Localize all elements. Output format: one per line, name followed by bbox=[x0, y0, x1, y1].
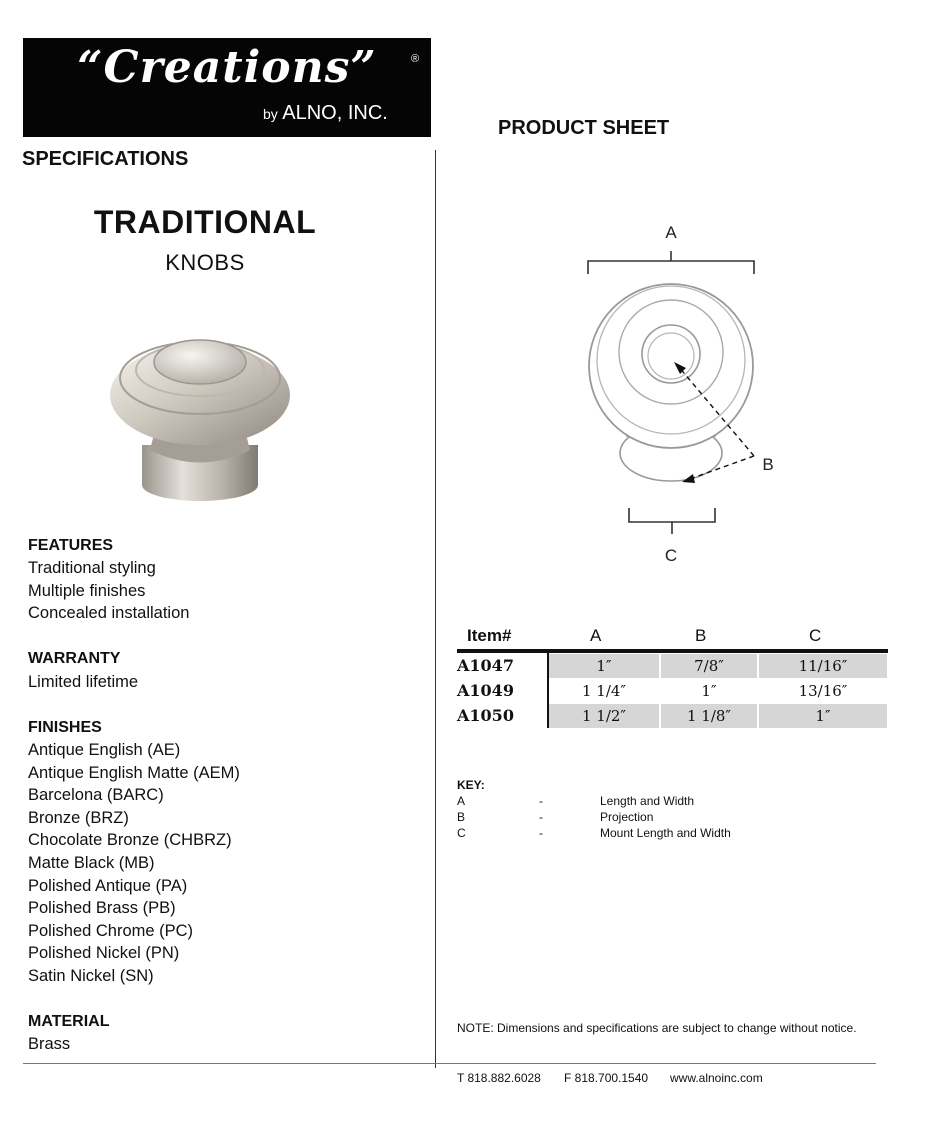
col-header-a: A bbox=[590, 626, 602, 645]
cell-a: 1 1/2″ bbox=[549, 704, 659, 728]
cell-a: 1″ bbox=[549, 654, 659, 678]
dimension-diagram bbox=[570, 218, 790, 568]
list-item: Polished Nickel (PN) bbox=[28, 944, 180, 963]
logo-by-text: by bbox=[263, 106, 278, 122]
list-item: Matte Black (MB) bbox=[28, 853, 155, 872]
list-item: Limited lifetime bbox=[28, 673, 139, 691]
finishes-heading: FINISHES bbox=[28, 719, 102, 736]
cell-b: 1 1/8″ bbox=[661, 704, 757, 728]
cell-item: A1047 bbox=[457, 656, 514, 675]
diagram-label-b: B bbox=[762, 455, 774, 474]
list-item: Brass bbox=[28, 1035, 71, 1053]
key-desc: Projection bbox=[600, 810, 654, 824]
brand-logo bbox=[23, 38, 431, 137]
cell-c: 13/16″ bbox=[798, 682, 848, 700]
key-code: C bbox=[457, 826, 466, 840]
logo-registered-mark: ® bbox=[411, 53, 420, 65]
table-header-row bbox=[457, 624, 889, 649]
warranty-list bbox=[28, 671, 138, 694]
finishes-list bbox=[28, 739, 240, 988]
col-header-c: C bbox=[809, 626, 822, 645]
key-code: A bbox=[457, 794, 466, 808]
features-list bbox=[28, 557, 189, 625]
key-row bbox=[457, 826, 857, 842]
list-item: Antique English Matte (AEM) bbox=[28, 763, 240, 782]
table-row bbox=[457, 654, 889, 678]
cell-b: 1″ bbox=[701, 682, 717, 700]
list-item: Polished Chrome (PC) bbox=[28, 921, 194, 940]
logo-company bbox=[263, 102, 388, 125]
list-item: Antique English (AE) bbox=[28, 741, 181, 759]
logo-wordmark: “Creations” bbox=[77, 42, 377, 93]
specifications-heading: SPECIFICATIONS bbox=[22, 148, 189, 170]
list-item: Satin Nickel (SN) bbox=[28, 966, 154, 985]
knob-photo bbox=[100, 310, 300, 510]
key-row bbox=[457, 810, 857, 826]
key-dash: - bbox=[539, 826, 543, 840]
logo-company-name: ALNO, INC. bbox=[282, 102, 388, 124]
features-heading: FEATURES bbox=[28, 537, 114, 554]
list-item: Multiple finishes bbox=[28, 581, 146, 600]
table-row bbox=[457, 704, 889, 728]
col-header-b: B bbox=[695, 626, 707, 645]
cell-c: 1″ bbox=[759, 704, 887, 728]
dimension-bracket-c bbox=[629, 508, 715, 534]
product-sheet-heading: PRODUCT SHEET bbox=[498, 117, 670, 139]
table-header-rule bbox=[457, 649, 888, 653]
disclaimer-note: NOTE: Dimensions and specifications are subject to change without notice. bbox=[457, 1021, 857, 1035]
list-item: Chocolate Bronze (CHBRZ) bbox=[28, 831, 232, 850]
list-item: Traditional styling bbox=[28, 559, 156, 577]
key-dash: - bbox=[539, 810, 543, 824]
list-item: Barcelona (BARC) bbox=[28, 786, 164, 805]
list-item: Polished Brass (PB) bbox=[28, 899, 176, 918]
list-item: Polished Antique (PA) bbox=[28, 876, 188, 895]
diagram-label-c: C bbox=[664, 546, 678, 565]
knob-outer-outline bbox=[589, 284, 753, 448]
material-heading: MATERIAL bbox=[28, 1013, 110, 1030]
cell-item: A1049 bbox=[457, 681, 514, 700]
phone-number: T 818.882.6028 bbox=[457, 1071, 541, 1085]
footer-divider bbox=[23, 1063, 876, 1064]
list-item: Concealed installation bbox=[28, 604, 190, 623]
website-link[interactable]: www.alnoinc.com bbox=[670, 1071, 763, 1085]
key-code: B bbox=[457, 810, 466, 824]
cell-c: 11/16″ bbox=[759, 654, 887, 678]
warranty-heading: WARRANTY bbox=[28, 650, 121, 667]
key-heading: KEY: bbox=[457, 778, 485, 792]
diagram-label-a: A bbox=[665, 223, 677, 242]
product-title: TRADITIONAL bbox=[93, 204, 317, 240]
col-header-item: Item# bbox=[467, 626, 512, 645]
table-row bbox=[457, 679, 889, 703]
key-desc: Mount Length and Width bbox=[600, 826, 731, 840]
material-list bbox=[28, 1033, 70, 1056]
column-divider bbox=[435, 150, 436, 1068]
cell-item: A1050 bbox=[457, 706, 514, 725]
dimension-bracket-a bbox=[588, 251, 754, 274]
product-subtitle: KNOBS bbox=[165, 250, 245, 275]
list-item: Bronze (BRZ) bbox=[28, 808, 129, 827]
table-column-rule bbox=[547, 653, 549, 728]
key-row bbox=[457, 794, 857, 810]
key-desc: Length and Width bbox=[600, 794, 695, 808]
fax-number: F 818.700.1540 bbox=[564, 1071, 649, 1085]
cell-a: 1 1/4″ bbox=[581, 682, 627, 700]
key-dash: - bbox=[539, 794, 543, 808]
cell-b: 7/8″ bbox=[661, 654, 757, 678]
